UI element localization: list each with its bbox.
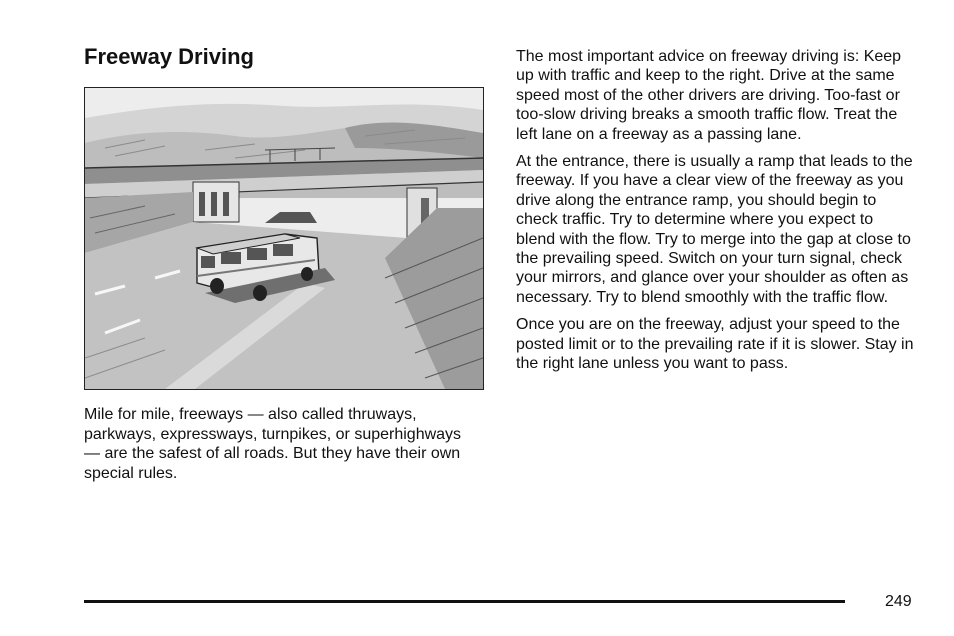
right-column [516, 47, 916, 382]
freeway-illustration [84, 87, 484, 390]
advice-paragraph: The most important advice on freeway driving is: Keep up with traffic and keep to the right. Drive at the same speed most of the other drivers are driving. Too-fast or too-slow driving breaks a smooth traffic flow. Treat the left lane on a freeway as a passing lane. [516, 48, 902, 143]
speed-paragraph: Once you are on the freeway, adjust your speed to the posted limit or to the prevailing rate if it is slower. Stay in the right lane unless you want to pass. [516, 316, 914, 373]
page-number: 249 [885, 593, 912, 610]
freeway-overpass-drawing [85, 88, 483, 389]
intro-paragraph: Mile for mile, freeways — also called thruways, parkways, expressways, turnpikes, or superhighways — are the safest of all roads. But they have their own special rules. [84, 406, 462, 482]
section-heading: Freeway Driving [84, 44, 254, 69]
entrance-paragraph: At the entrance, there is usually a ramp that leads to the freeway. If you have a clear view of the freeway as you drive along the entrance ramp, you should begin to check traffic. Try to determine where you expect to blend with the flow. Try to merge into the gap at close to the prevailing speed. Switch on your turn signal, check your mirrors, and glance over your shoulder as often as necessary. Try to blend smoothly with the traffic flow. [516, 153, 913, 306]
footer-rule [84, 600, 845, 603]
